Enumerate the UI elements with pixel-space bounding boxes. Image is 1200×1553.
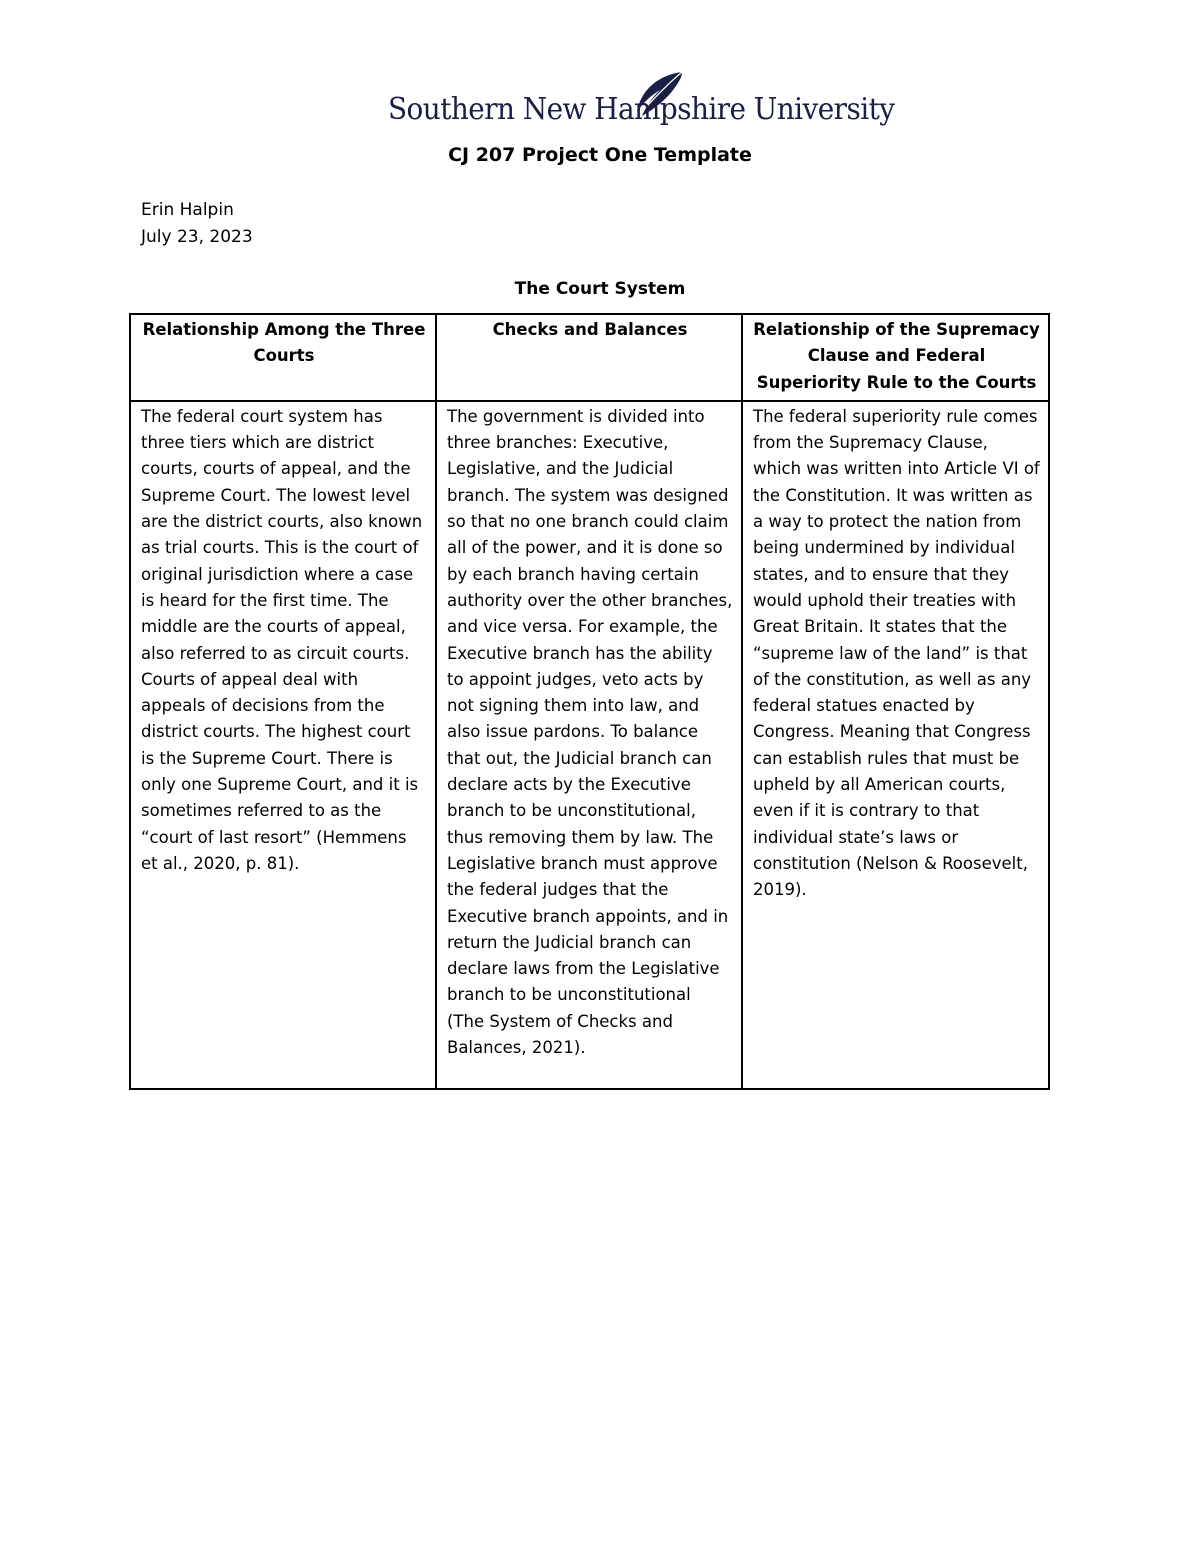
cell-courts: The federal court system has three tiers which are district courts, courts of appeal, and the Supreme Court. The lowest level are the district courts, also known as trial courts. This is the court of original jurisdiction where a case is heard for the first time. The middle are the courts of appeal, also referred to as circuit courts. Courts of appeal deal with appeals of decisions from the district courts. The highest court is the Supreme Court. There is only one Supreme Court, and it is sometimes referred to as the “court of last resort” (Hemmens et al., 2020, p. 81). bbox=[130, 401, 436, 1089]
table-row bbox=[130, 401, 1049, 1089]
table-header-row bbox=[130, 314, 1049, 401]
logo-wordmark: Southern New Hampshire University bbox=[388, 92, 895, 127]
table-title: The Court System bbox=[514, 279, 686, 299]
cell-supremacy: The federal superiority rule comes from the Supremacy Clause, which was written into Article VI of the Constitution. It was written as a way to protect the nation from being undermined by individual states, and to ensure that they would uphold their treaties with Great Britain. It states that the “supreme law of the land” is that of the constitution, as well as any federal statues enacted by Congress. Meaning that Congress can establish rules that must be upheld by all American courts, even if it is contrary to that individual state’s laws or constitution (Nelson & Roosevelt, 2019). bbox=[742, 401, 1049, 1089]
column-header-supremacy: Relationship of the Supremacy Clause and Federal Superiority Rule to the Courts bbox=[742, 314, 1049, 401]
court-system-table bbox=[129, 313, 1050, 1090]
column-header-checks: Checks and Balances bbox=[436, 314, 742, 401]
document-date: July 23, 2023 bbox=[141, 227, 253, 247]
university-logo bbox=[388, 70, 895, 140]
cell-checks: The government is divided into three branches: Executive, Legislative, and the Judicial branch. The system was designed so that no one branch could claim all of the power, and it is done so by each branch having certain authority over the other branches, and vice versa. For example, the Executive branch has the ability to appoint judges, veto acts by not signing them into law, and also issue pardons. To balance that out, the Judicial branch can declare acts by the Executive branch to be unconstitutional, thus removing them by law. The Legislative branch must approve the federal judges that the Executive branch appoints, and in return the Judicial branch can declare laws from the Legislative branch to be unconstitutional (The System of Checks and Balances, 2021). bbox=[436, 401, 742, 1089]
author-name: Erin Halpin bbox=[141, 200, 234, 220]
document-title: CJ 207 Project One Template bbox=[448, 144, 752, 166]
column-header-courts: Relationship Among the Three Courts bbox=[130, 314, 436, 401]
